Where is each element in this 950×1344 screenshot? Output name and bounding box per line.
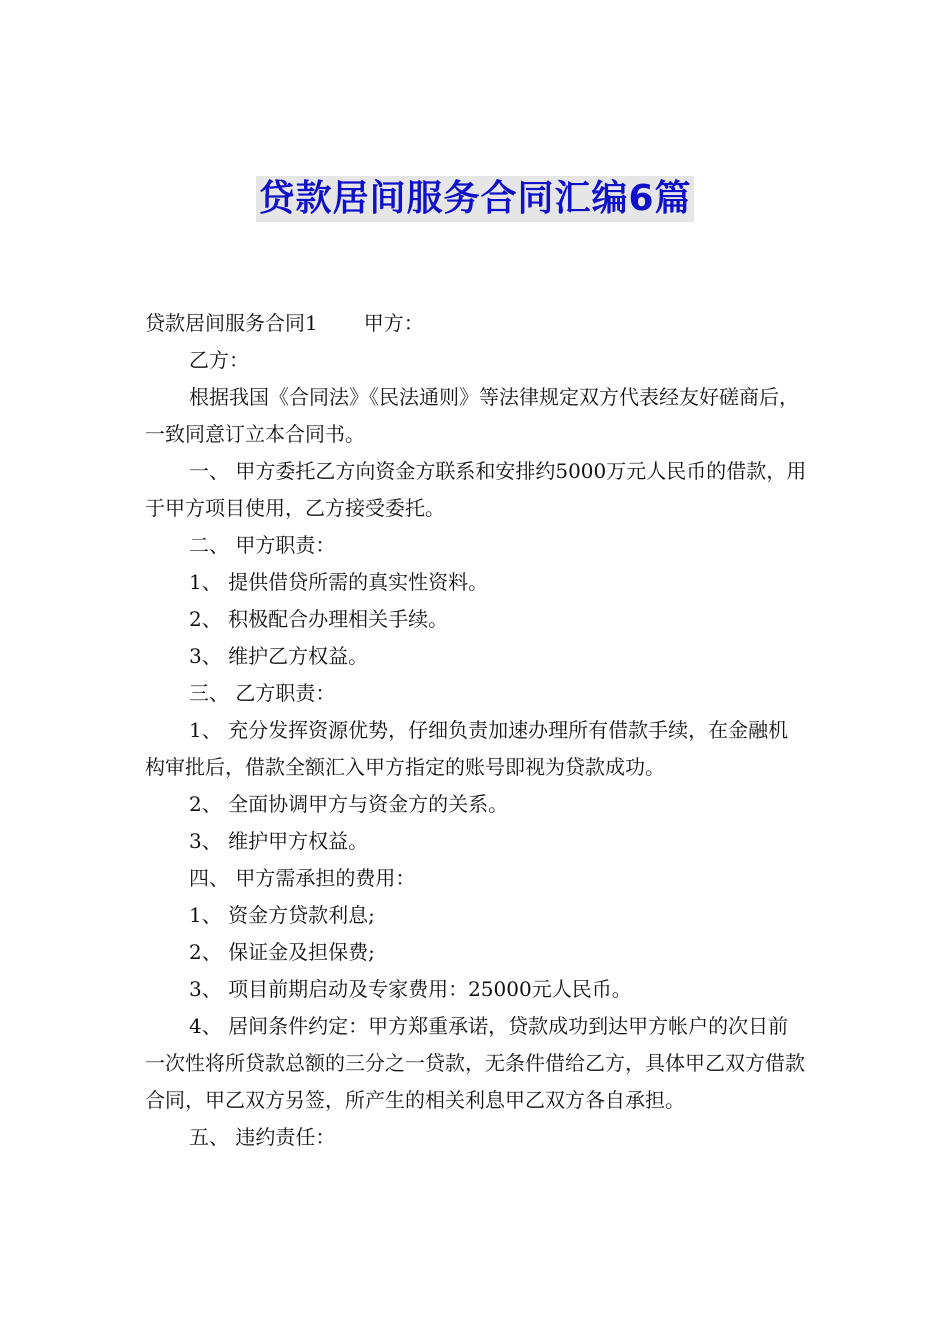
paragraph: 根据我国《合同法》《民法通则》等法律规定双方代表经友好磋商后，一致同意订立本合同书。 [145, 385, 799, 446]
document-title: 贷款居间服务合同汇编6篇 [256, 176, 693, 222]
contract-heading: 贷款居间服务合同1 [145, 311, 318, 335]
paragraph: 三、 乙方职责： [189, 681, 336, 705]
paragraph: 3、 维护甲方权益。 [189, 829, 369, 853]
paragraph: 1、 提供借贷所需的真实性资料。 [189, 570, 489, 594]
title-container [0, 176, 950, 222]
paragraph: 1、 充分发挥资源优势，仔细负责加速办理所有借款手续，在金融机构审批后，借款全额汇入甲方指定的账号即视为贷款成功。 [145, 718, 789, 779]
paragraph: 四、 甲方需承担的费用： [189, 866, 416, 890]
document-body [145, 305, 807, 1156]
paragraph: 一、 甲方委托乙方向资金方联系和安排约5000万元人民币的借款，用于甲方项目使用，乙方接受委托。 [145, 459, 807, 520]
paragraph: 3、 项目前期启动及专家费用：25000元人民币。 [189, 977, 632, 1001]
paragraph: 二、 甲方职责： [189, 533, 336, 557]
paragraph: 2、 保证金及担保费; [189, 940, 375, 964]
paragraph: 乙方： [189, 348, 249, 372]
paragraph: 2、 全面协调甲方与资金方的关系。 [189, 792, 509, 816]
paragraph: 五、 违约责任： [189, 1125, 336, 1149]
paragraph: 4、 居间条件约定：甲方郑重承诺，贷款成功到达甲方帐户的次日前一次性将所贷款总额的三分之一贷款，无条件借给乙方，具体甲乙双方借款合同，甲乙双方另签，所产生的相关利息甲乙双方各自承担。 [145, 1014, 805, 1112]
party-a-label: 甲方： [363, 311, 424, 335]
paragraph: 2、 积极配合办理相关手续。 [189, 607, 449, 631]
paragraph: 1、 资金方贷款利息; [189, 903, 375, 927]
paragraph: 3、 维护乙方权益。 [189, 644, 369, 668]
contract-heading-line [145, 305, 807, 342]
